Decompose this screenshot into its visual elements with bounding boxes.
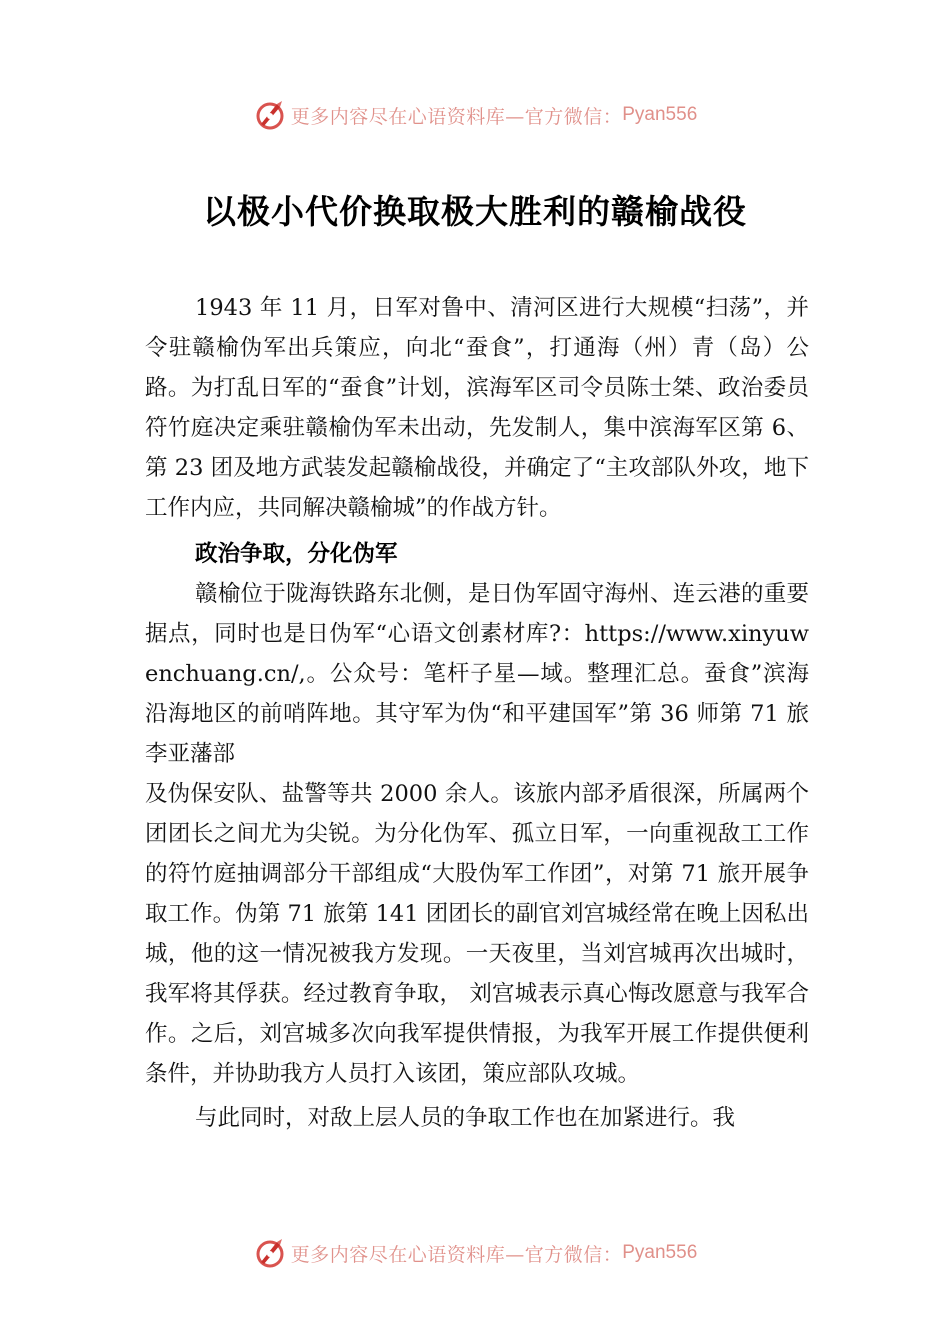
banner-text: 更多内容尽在心语资料库—官方微信： [290, 105, 623, 128]
quill-circle-logo [253, 98, 287, 132]
banner-text: 更多内容尽在心语资料库—官方微信： [290, 1243, 623, 1266]
header-banner [0, 95, 950, 135]
section-heading: 政治争取，分化伪军 [195, 541, 398, 567]
footer-banner [0, 1233, 950, 1273]
intro-paragraph: 1943 年 11 月，日军对鲁中、清河区进行大规模“扫荡”，并令驻赣榆伪军出兵策应，向北“蚕食”，打通海（州）青（岛）公路。为打乱日军的“蚕食”计划，滨海军区司令员陈士桀、政治委员符竹庭决定乘驻赣榆伪军未出动，先发制人，集中滨海军区第 6、第 23 团及地方武装发起赣榆战役，并确定了“主攻部队外攻，地下工作内应，共同解决赣榆城”的作战方针。 [145, 295, 809, 521]
document-title: 以极小代价换取极大胜利的赣榆战役 [203, 192, 747, 231]
banner-wechat-id: Pyan556 [622, 1242, 698, 1263]
paragraph-3: 及伪保安队、盐警等共 2000 余人。该旅内部矛盾很深，所属两个团团长之间尤为尖锐。为分化伪军、孤立日军，一向重视敌工工作的符竹庭抽调部分干部组成“大股伪军工作团”，对第 71 旅开展争取工作。伪第 71 旅第 141 团团长的副官刘宫城经常在晚上因私出城，他的这一情况被我方发现。一天夜里，当刘宫城再次出城时，我军将其俘获。经过教育争取， 刘宫城表示真心悔改愿意与我军合作。之后，刘宫城多次向我军提供情报，为我军开展工作提供便利条件，并协助我方人员打入该团，策应部队攻城。 [145, 781, 809, 1087]
paragraph-2: 赣榆位于陇海铁路东北侧，是日伪军固守海州、连云港的重要据点，同时也是日伪军“心语文创素材库?：https://www.xinyuwenchuang.cn/,。公众号：笔杆子星—域。整理汇总。蚕食”滨海沿海地区的前哨阵地。其守军为伪“和平建国军”第 36 师第 71 旅李亚藩部 [145, 581, 809, 767]
document-body [145, 288, 809, 1138]
banner-wechat-id: Pyan556 [622, 104, 698, 125]
quill-circle-logo [253, 1236, 287, 1270]
paragraph-4: 与此同时，对敌上层人员的争取工作也在加紧进行。我 [195, 1105, 736, 1131]
